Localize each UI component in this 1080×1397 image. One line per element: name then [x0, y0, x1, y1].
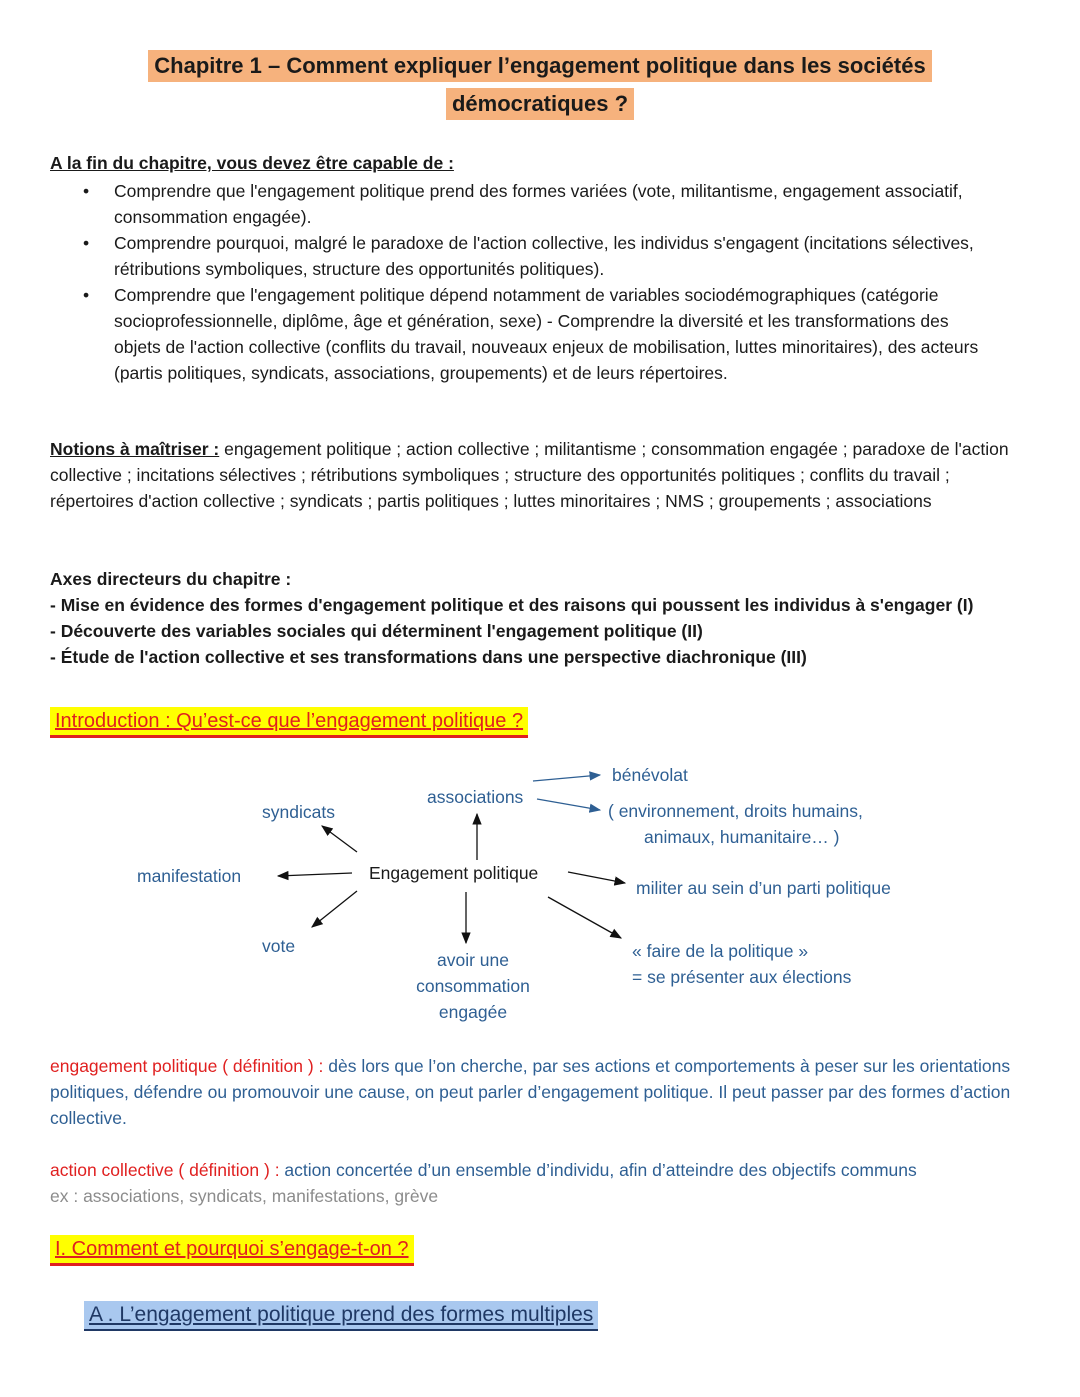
arrow-to-manifestation — [278, 873, 352, 876]
diagram-conso-line-2: consommation — [416, 976, 530, 996]
engagement-diagram — [0, 740, 1080, 1040]
axes-block — [50, 566, 1040, 670]
diagram-conso-line-3: engagée — [438, 1002, 508, 1022]
chapter-title — [0, 50, 1080, 120]
notions-paragraph — [50, 436, 1025, 514]
definition-engagement — [50, 1053, 1030, 1131]
diagram-benevolat: bénévolat — [612, 765, 688, 785]
definition-engagement-text: dès lors que l’on cherche, par ses actions et comportements à peser sur les orientations politiques, défendre ou promouvoir une cause, on peut parler d’engagement politique. Il peut passer par des formes d’action collective. — [50, 1056, 1011, 1128]
definition-action-text: action concertée d’un ensemble d’individu, afin d’atteindre des objectifs communs — [279, 1160, 917, 1180]
axes-heading: Axes directeurs du chapitre : — [50, 569, 292, 589]
definition-action-collective — [50, 1157, 1030, 1209]
goal-item-3: • Comprendre que l'engagement politique dépend notamment de variables sociodémographiques (catégorie socioprofessionnelle, diplôme, âge et génération, sexe) - Comprendre la diversité et les transformations des objets de l'action collective (conflits du travail, nouveaux enjeux de mobilisation, luttes minoritaires), des acteurs (partis politiques, syndicats, associations, groupements) et de leurs répertoires. — [50, 282, 990, 386]
diagram-vote: vote — [262, 936, 296, 956]
notions-text: engagement politique ; action collective ; militantisme ; consommation engagée ; paradoxe de l'action collective ; incitations sélectives ; rétributions symboliques ; structure des opportunités politiques ; conflits du travail ; répertoires d'action collective ; syndicats ; partis politiques ; luttes minoritaires ; NMS ; groupements ; associations — [50, 439, 1009, 511]
arrow-to-benevolat — [533, 775, 600, 781]
section-1-title — [50, 1235, 414, 1266]
definition-engagement-term: engagement politique ( définition ) : — [50, 1056, 324, 1076]
intro-title-text: Introduction : Qu’est-ce que l’engagement politique ? — [55, 710, 524, 732]
goal-item-2: • Comprendre pourquoi, malgré le paradoxe de l'action collective, les individus s'engagent (incitations sélectives, rétributions symboliques, structure des opportunités politiques). — [50, 230, 990, 282]
diagram-parti: militer au sein d’un parti politique — [636, 878, 891, 898]
diagram-politique-line-2: = se présenter aux élections — [632, 967, 852, 987]
axes-item-2: - Découverte des variables sociales qui déterminent l'engagement politique (II) — [50, 621, 703, 641]
definition-action-example: ex : associations, syndicats, manifestations, grève — [50, 1186, 439, 1206]
definition-action-term: action collective ( définition ) : — [50, 1160, 280, 1180]
diagram-syndicats: syndicats — [262, 802, 335, 822]
arrow-to-vote — [312, 891, 357, 927]
section-1-title-text: I. Comment et pourquoi s’engage-t-on ? — [55, 1238, 409, 1260]
diagram-center: Engagement politique — [369, 863, 539, 883]
arrow-to-elections — [548, 897, 621, 938]
diagram-consommation — [348, 947, 598, 1025]
diagram-associations: associations — [427, 787, 524, 807]
axes-item-3: - Étude de l'action collective et ses transformations dans une perspective diachronique (III) — [50, 647, 807, 667]
diagram-politique-line-1: « faire de la politique » — [632, 941, 809, 961]
chapter-title-line-2: démocratiques ? — [446, 88, 634, 120]
notions-label: Notions à maîtriser : — [50, 439, 220, 459]
intro-title — [50, 707, 528, 738]
goal-item-1: • Comprendre que l'engagement politique prend des formes variées (vote, militantisme, engagement associatif, consommation engagée). — [50, 178, 990, 230]
arrow-to-causes — [537, 799, 600, 810]
chapter-title-line-1: Chapitre 1 – Comment expliquer l’engagement politique dans les sociétés — [148, 50, 931, 82]
diagram-conso-line-1: avoir une — [437, 950, 509, 970]
goals-list — [50, 178, 990, 386]
diagram-causes-line-1: ( environnement, droits humains, — [608, 801, 863, 821]
arrow-to-syndicats — [322, 826, 357, 852]
subsection-a-title-text: A . L’engagement politique prend des formes multiples — [89, 1303, 594, 1326]
axes-item-1: - Mise en évidence des formes d'engagement politique et des raisons qui poussent les individus à s'engager (I) — [50, 595, 974, 615]
goals-heading: A la fin du chapitre, vous devez être capable de : — [50, 153, 454, 173]
diagram-manifestation: manifestation — [137, 866, 242, 886]
diagram-causes-line-2: animaux, humanitaire… ) — [644, 827, 840, 847]
arrow-to-parti — [568, 872, 625, 883]
subsection-a-title — [84, 1301, 598, 1331]
